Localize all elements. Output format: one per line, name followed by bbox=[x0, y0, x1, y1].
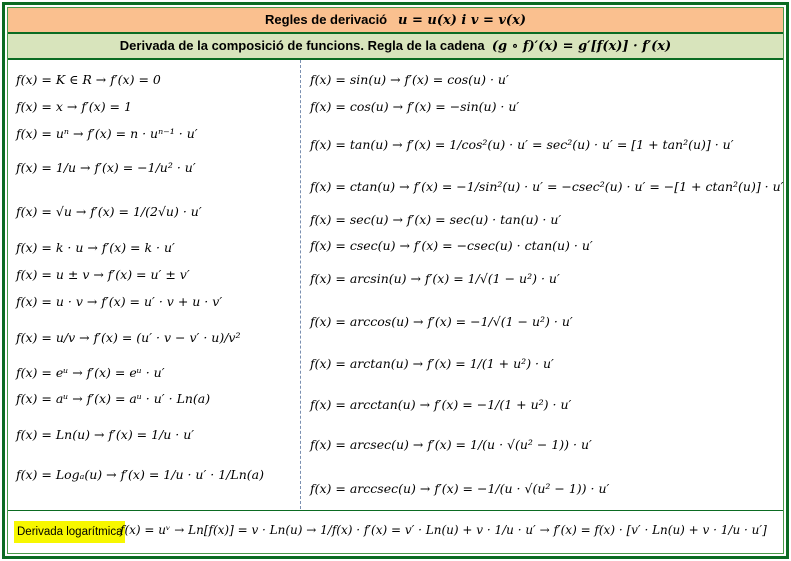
subtitle-math: (g ∘ f)′(x) = g′[f(x)] · f′(x) bbox=[491, 39, 672, 54]
title-bar bbox=[8, 8, 783, 34]
formula-csec: f(x) = csec(u) → f′(x) = −csec(u) · ctan(u) · u′ bbox=[310, 238, 593, 253]
formula-scalar: f(x) = k · u → f′(x) = k · u′ bbox=[16, 240, 175, 255]
formula-arcsin: f(x) = arcsin(u) → f′(x) = 1/√(1 − u²) · u′ bbox=[310, 271, 560, 286]
table-inner bbox=[7, 7, 784, 554]
formula-ln: f(x) = Ln(u) → f′(x) = 1/u · u′ bbox=[16, 427, 195, 442]
right-column bbox=[302, 60, 783, 509]
formula-tan: f(x) = tan(u) → f′(x) = 1/cos²(u) · u′ = sec²(u) · u′ = [1 + tan²(u)] · u′ bbox=[310, 137, 734, 152]
column-divider bbox=[300, 60, 301, 509]
log-derivative-row bbox=[8, 510, 783, 553]
formula-exp: f(x) = eᵘ → f′(x) = eᵘ · u′ bbox=[16, 365, 165, 380]
formula-sec: f(x) = sec(u) → f′(x) = sec(u) · tan(u) · u′ bbox=[310, 212, 562, 227]
formula-arcsec: f(x) = arcsec(u) → f′(x) = 1/(u · √(u² − 1)) · u′ bbox=[310, 437, 592, 452]
subtitle-label: Derivada de la composició de funcions. Regla de la cadena bbox=[119, 38, 485, 53]
formula-sin: f(x) = sin(u) → f′(x) = cos(u) · u′ bbox=[310, 72, 509, 87]
formula-power: f(x) = uⁿ → f′(x) = n · uⁿ⁻¹ · u′ bbox=[16, 126, 198, 141]
formula-product: f(x) = u · v → f′(x) = u′ · v + u · v′ bbox=[16, 294, 223, 309]
rules-table bbox=[2, 2, 789, 559]
formula-constant: f(x) = K ∈ R → f′(x) = 0 bbox=[16, 72, 161, 87]
formula-exp-base: f(x) = aᵘ → f′(x) = aᵘ · u′ · Ln(a) bbox=[16, 391, 211, 406]
formula-arccos: f(x) = arccos(u) → f′(x) = −1/√(1 − u²) · u′ bbox=[310, 314, 573, 329]
formula-reciprocal: f(x) = 1/u → f′(x) = −1/u² · u′ bbox=[16, 160, 196, 175]
formula-sum: f(x) = u ± v → f′(x) = u′ ± v′ bbox=[16, 267, 190, 282]
title-math: u = u(x) i v = v(x) bbox=[397, 13, 526, 28]
formula-log-base: f(x) = Logₐ(u) → f′(x) = 1/u · u′ · 1/Ln(a) bbox=[16, 467, 264, 482]
title-label: Regles de derivació bbox=[265, 12, 388, 27]
formula-identity: f(x) = x → f′(x) = 1 bbox=[16, 99, 132, 114]
formula-quotient: f(x) = u/v → f′(x) = (u′ · v − v′ · u)/v² bbox=[16, 330, 241, 345]
left-column bbox=[8, 60, 300, 509]
formula-cos: f(x) = cos(u) → f′(x) = −sin(u) · u′ bbox=[310, 99, 520, 114]
formula-ctan: f(x) = ctan(u) → f′(x) = −1/sin²(u) · u′ = −csec²(u) · u′ = −[1 + ctan²(u)] · u′ bbox=[310, 179, 784, 194]
formula-arccsec: f(x) = arccsec(u) → f′(x) = −1/(u · √(u² − 1)) · u′ bbox=[310, 481, 610, 496]
formula-arcctan: f(x) = arcctan(u) → f′(x) = −1/(1 + u²) · u′ bbox=[310, 397, 572, 412]
formula-sqrt: f(x) = √u → f′(x) = 1/(2√u) · u′ bbox=[16, 204, 202, 219]
formula-arctan: f(x) = arctan(u) → f′(x) = 1/(1 + u²) · u′ bbox=[310, 356, 554, 371]
log-derivative-formula: f(x) = uᵛ → Ln[f(x)] = v · Ln(u) → 1/f(x) · f′(x) = v′ · Ln(u) + v · 1/u · u′ → f′(x) = f(x) · [v′ · Ln(u) + v · 1/u · u′] bbox=[120, 523, 767, 537]
subtitle-bar bbox=[8, 34, 783, 60]
log-derivative-label: Derivada logarítmica bbox=[14, 521, 125, 543]
